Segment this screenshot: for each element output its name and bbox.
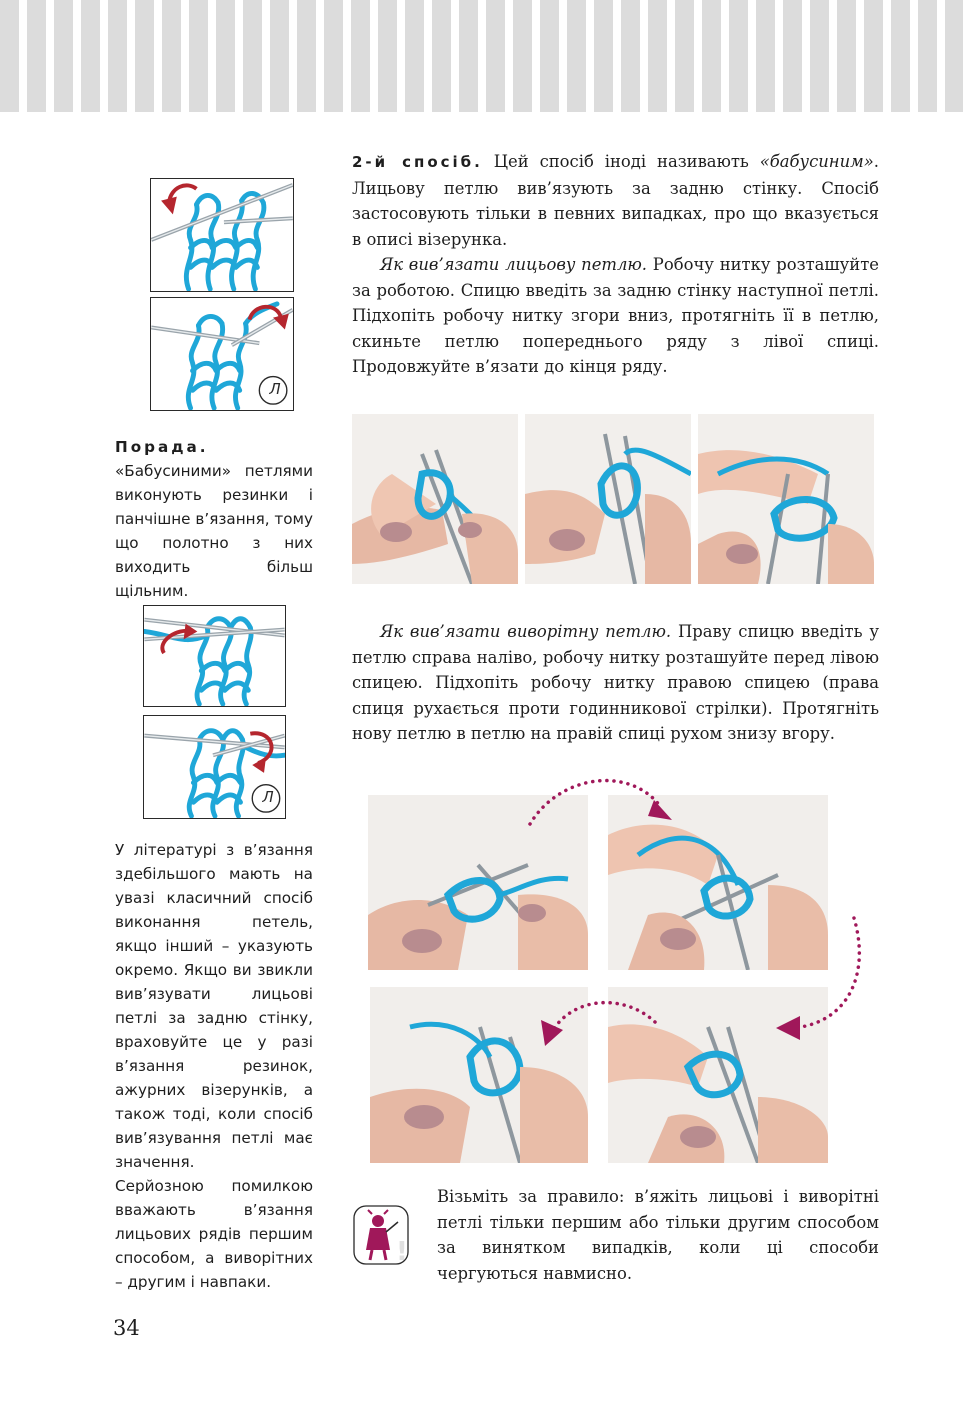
method-intro-rest: . Лицьову петлю вив’язують за задню стінку. Спосіб застосовують тільки в певних випадках, про що вказується в описі візерунка. <box>352 152 879 249</box>
tip-text: «Бабусиними» петлями виконують резинки і панчішне в’язання, тому що полотно з них виходить більш щільним. <box>115 462 313 600</box>
sequence-arrow-2 <box>770 912 870 1044</box>
knit-text: Робочу нитку розташуйте за роботою. Спицю введіть за задню стінку наступної петлі. Підхопіть робочу нитку згори вниз, протягніть її в петлю, скиньте петлю попереднього ряду з лівої спиці. Продовжуйте в’язати до кінця ряду. <box>352 255 880 376</box>
knit-photo-1 <box>352 414 518 584</box>
knit-diagram-bottom <box>150 297 294 411</box>
method-nickname: «бабусиним» <box>759 152 874 171</box>
rule-text: Візьміть за правило: в’яжіть лицьові і виворітні петлі тільки першим або тільки другим способом за винятком випадків, коли ці способи чергуються навмисно. <box>437 1187 879 1283</box>
tip-lead: Порада. <box>115 438 209 456</box>
sequence-arrow-1 <box>520 770 680 840</box>
knit-photo-2 <box>525 414 691 584</box>
purl-section <box>352 619 879 747</box>
purl-diagram-top <box>143 605 286 707</box>
tip-box <box>115 435 313 603</box>
knit-photo-3 <box>698 414 874 584</box>
sidebar-paragraph-1: У літературі з в’язання здебільшого мають на увазі класичний спосіб виконання петель, якщо інший – указують окремо. Якщо ви звикли вив’язувати лицьові петлі за задню стінку, враховуйте це у разі в’язання резинок, ажурних візерунків, а також тоді, коли спосіб вив’язування петлі має значення. <box>115 841 313 1171</box>
svg-text:!: ! <box>396 1237 408 1266</box>
sidebar-paragraph-2: Серйозною помилкою вважають в’язання лицьових рядів першим способом, а виворітних – другим і навпаки. <box>115 1177 313 1291</box>
knit-title: Як вив’язати лицьову петлю. <box>380 255 648 274</box>
purl-text: Праву спицю введіть у петлю справа наліво, робочу нитку розташуйте перед лівою спицею. Підхопіть робочу нитку правою спицею (права спиця рухається проти годинникової стрілки). Протягніть нову петлю в петлю на правій спиці рухом знизу вгору. <box>352 622 880 743</box>
purl-diagram-bottom <box>143 715 286 819</box>
purl-title: Як вив’язати виворітну петлю. <box>380 622 672 641</box>
method-section <box>352 149 879 380</box>
diagram-marker-label: Л <box>262 788 274 806</box>
method-lead: 2-й спосіб. <box>352 153 483 171</box>
knit-diagram-top <box>150 178 294 292</box>
method-intro: Цей спосіб іноді називають <box>482 152 760 171</box>
sidebar-notes <box>115 838 313 1294</box>
rule-icon <box>352 1204 410 1266</box>
page-number: 34 <box>113 1316 140 1340</box>
knit-paragraph <box>352 252 879 380</box>
purl-paragraph <box>352 619 879 747</box>
sequence-arrow-3 <box>535 990 665 1050</box>
header-stripes <box>0 0 963 112</box>
diagram-marker-label: Л <box>269 380 281 398</box>
method-paragraph <box>352 149 879 252</box>
